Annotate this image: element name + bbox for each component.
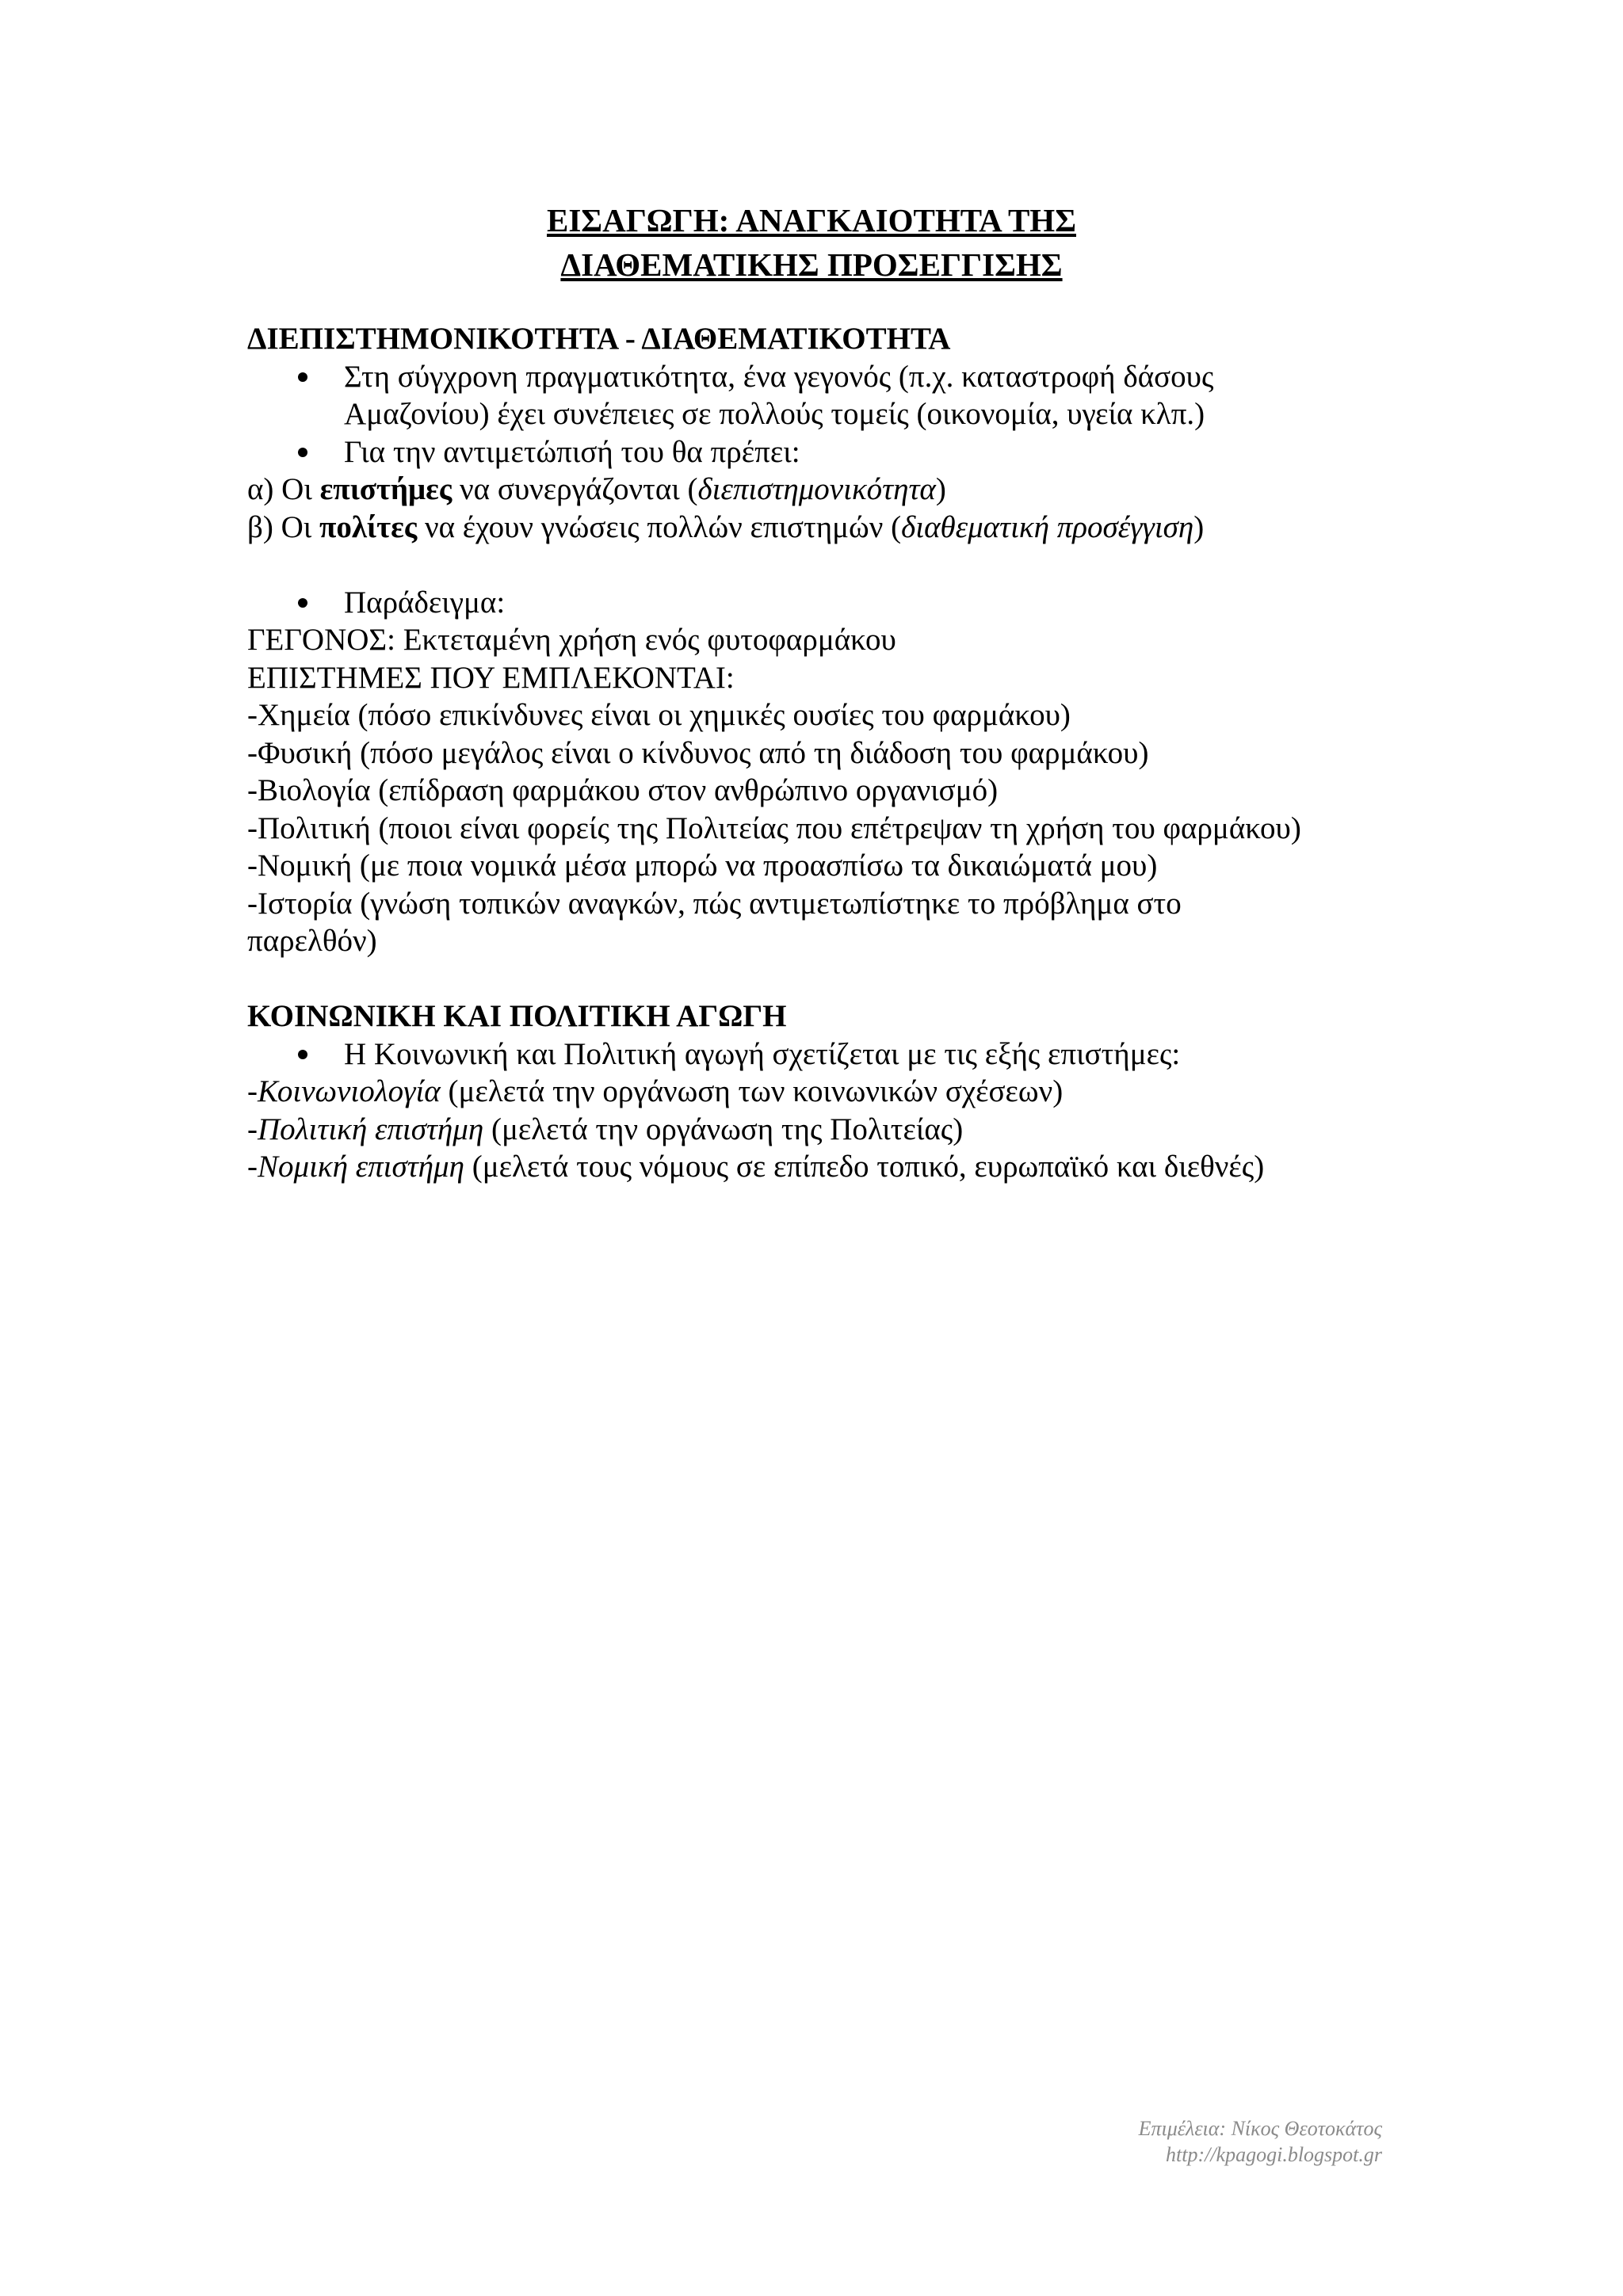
text-run: - [247,1112,258,1146]
text-line: -Βιολογία (επίδραση φαρμάκου στον ανθρώπινο οργανισμό) [247,773,999,807]
footer-url[interactable]: http://kpagogi.blogspot.gr [1166,2143,1382,2166]
text-run: α) Οι [247,472,320,506]
bold-run: πολίτες [319,509,418,544]
bullet-item [247,433,1420,471]
bullet-dot-icon [298,372,307,382]
text-line: -Φυσική (πόσο μεγάλος είναι ο κίνδυνος από τη διάδοση του φαρμάκου) [247,735,1149,770]
document-body [247,320,1420,1186]
page-title [0,198,1623,287]
bullet-item [247,584,1420,622]
bullet-text: Η Κοινωνική και Πολιτική αγωγή σχετίζεται με τις εξής επιστήμες: [344,1036,1181,1071]
bullet-text: Παράδειγμα: [344,585,506,620]
italic-run: Πολιτική επιστήμη [258,1112,484,1146]
bullet-item [247,1035,1420,1074]
text-run: - [247,1074,258,1108]
text-line: ΕΠΙΣΤΗΜΕΣ ΠΟΥ ΕΜΠΛΕΚΟΝΤΑΙ: [247,660,735,695]
text-run: (μελετά τους νόμους σε επίπεδο τοπικό, ευρωπαϊκό και διεθνές) [464,1150,1265,1184]
text-run: β) Οι [247,509,319,544]
section-heading-interdisciplinarity: ΔΙΕΠΙΣΤΗΜΟΝΙΚΟΤΗΤΑ - ΔΙΑΘΕΜΑΤΙΚΟΤΗΤΑ [247,322,951,356]
text-line: -Χημεία (πόσο επικίνδυνες είναι οι χημικές ουσίες του φαρμάκου) [247,698,1071,732]
paragraph-gap [247,546,1420,584]
text-line: ΓΕΓΟΝΟΣ: Εκτεταμένη χρήση ενός φυτοφαρμάκου [247,623,896,657]
paragraph-gap [247,960,1420,998]
list-item-b [247,509,1420,547]
text-run: (μελετά την οργάνωση των κοινωνικών σχέσεων) [440,1074,1064,1108]
section-heading-social-political: ΚΟΙΝΩΝΙΚΗ ΚΑΙ ΠΟΛΙΤΙΚΗ ΑΓΩΓΗ [247,999,787,1033]
text-run: να συνεργάζονται ( [452,472,698,506]
bullet-item [247,358,1420,433]
title-line-2: ΔΙΑΘΕΜΑΤΙΚΗΣ ΠΡΟΣΕΓΓΙΣΗΣ [560,246,1063,283]
text-run: ) [1193,509,1205,544]
text-run: (μελετά την οργάνωση της Πολιτείας) [483,1112,964,1146]
italic-run: διαθεματική προσέγγιση [901,509,1194,544]
page-footer [1139,2115,1382,2168]
bullet-text: Για την αντιμετώπισή του θα πρέπει: [344,434,800,469]
science-item [247,1073,1420,1111]
text-run: να έχουν γνώσεις πολλών επιστημών ( [417,509,902,544]
science-item [247,1111,1420,1149]
italic-run: διεπιστημονικότητα [697,472,936,506]
science-item [247,1148,1420,1186]
text-run: ) [935,472,946,506]
text-line: -Νομική (με ποια νομικά μέσα μπορώ να προασπίσω τα δικαιώματά μου) [247,849,1158,883]
text-run: - [247,1150,258,1184]
bold-run: επιστήμες [319,472,453,506]
bullet-dot-icon [298,1050,307,1059]
text-line: -Ιστορία (γνώση τοπικών αναγκών, πώς αντιμετωπίστηκε το πρόβλημα στο [247,886,1182,921]
bullet-dot-icon [298,448,307,457]
footer-editor: Επιμέλεια: Νίκος Θεοτοκάτος [1138,2117,1382,2140]
italic-run: Νομική επιστήμη [258,1150,464,1184]
text-line: -Πολιτική (ποιοι είναι φορείς της Πολιτείας που επέτρεψαν τη χρήση του φαρμάκου) [247,810,1301,845]
list-item-a [247,471,1420,509]
italic-run: Κοινωνιολογία [258,1074,441,1108]
text-line: παρελθόν) [247,924,377,958]
bullet-text: Αμαζονίου) έχει συνέπειες σε πολλούς τομείς (οικονομία, υγεία κλπ.) [344,397,1205,431]
bullet-text: Στη σύγχρονη πραγματικότητα, ένα γεγονός (π.χ. καταστροφή δάσους [344,359,1214,394]
title-line-1: ΕΙΣΑΓΩΓΗ: ΑΝΑΓΚΑΙΟΤΗΤΑ ΤΗΣ [546,202,1076,238]
bullet-dot-icon [298,598,307,608]
